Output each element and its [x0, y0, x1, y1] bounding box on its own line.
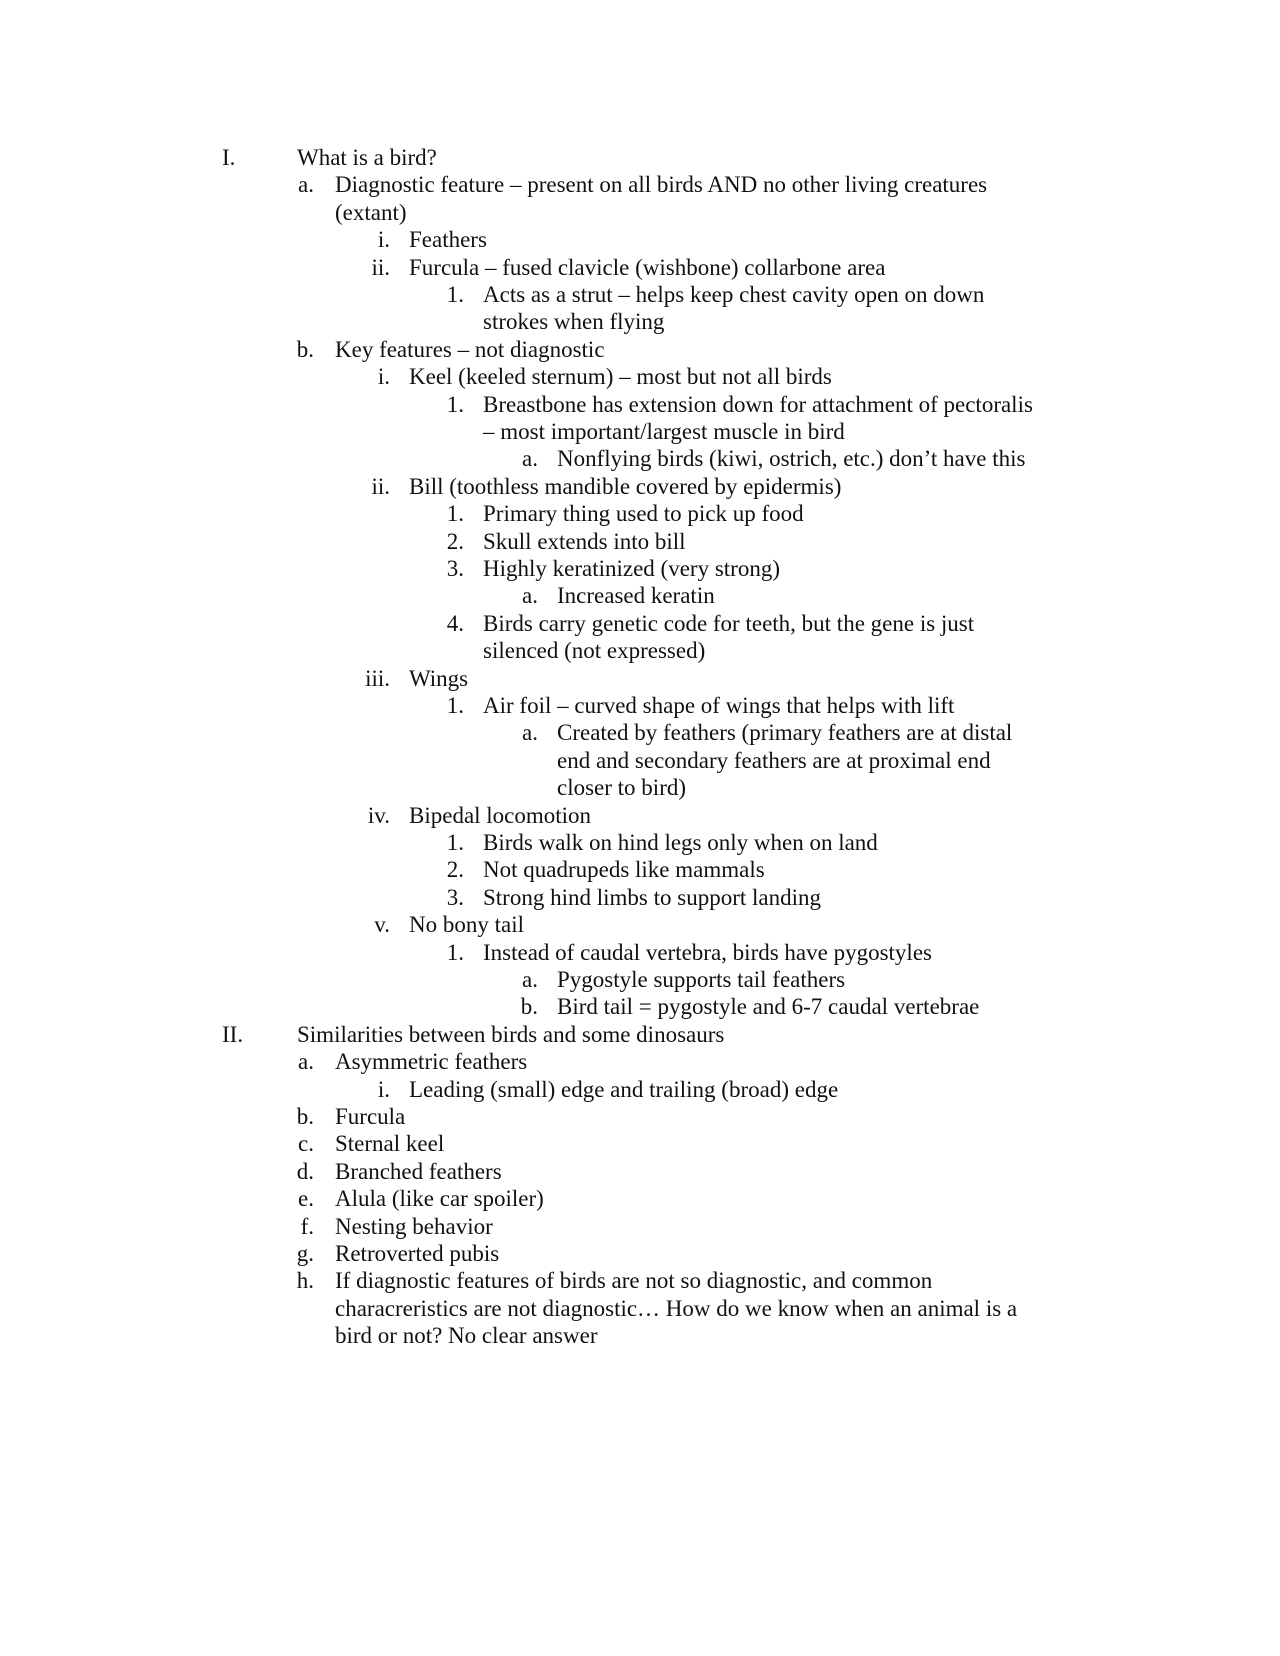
outline-text: Keel (keeled sternum) – most but not all birds — [409, 364, 832, 390]
outline-text: Retroverted pubis — [335, 1241, 500, 1266]
outline-text: end and secondary feathers are at proximal end — [557, 747, 991, 773]
outline-line — [0, 802, 1280, 830]
outline-marker: c. — [298, 1131, 314, 1157]
outline-text: (extant) — [335, 199, 407, 225]
outline-line — [0, 528, 1280, 556]
outline-line — [0, 637, 1280, 665]
outline-text: Birds carry genetic code for teeth, but the gene is just — [483, 610, 975, 636]
outline-marker: 2. — [446, 528, 464, 554]
outline-text: Pygostyle supports tail feathers — [557, 967, 846, 992]
outline-line — [0, 473, 1280, 501]
outline-marker: 1. — [446, 282, 464, 307]
outline-text: Birds walk on hind legs only when on land — [483, 830, 878, 855]
outline-text: closer to bird) — [557, 775, 687, 801]
outline-marker: 1. — [446, 391, 464, 417]
outline-text: Similarities between birds and some dinosaurs — [297, 1021, 725, 1047]
outline-marker: a. — [298, 1049, 314, 1075]
outline-line — [0, 555, 1280, 583]
outline-marker: iv. — [367, 802, 390, 828]
outline-line — [0, 884, 1280, 912]
outline-marker: a. — [522, 446, 538, 472]
outline-text: Furcula — [335, 1104, 406, 1129]
outline-text: Bird tail = pygostyle and 6-7 caudal vertebrae — [557, 994, 980, 1020]
outline-line — [0, 1322, 1280, 1350]
outline-line — [0, 171, 1280, 199]
outline-text: Diagnostic feature – present on all birds AND no other living creatures — [335, 172, 988, 198]
outline-line — [0, 1130, 1280, 1158]
outline-line — [0, 1240, 1280, 1268]
outline-text: Leading (small) edge and trailing (broad) edge — [409, 1076, 839, 1102]
outline-line — [0, 1021, 1280, 1049]
outline-marker: ii. — [371, 473, 390, 499]
outline-text: strokes when flying — [483, 309, 665, 335]
outline-marker: h. — [296, 1268, 314, 1294]
outline-text: Sternal keel — [335, 1131, 445, 1157]
outline-text: Asymmetric feathers — [335, 1049, 528, 1075]
outline-text: No bony tail — [409, 912, 524, 938]
outline-line — [0, 281, 1280, 309]
outline-marker: ii. — [371, 254, 390, 280]
outline-line — [0, 226, 1280, 254]
outline-line — [0, 719, 1280, 747]
outline-text: Highly keratinized (very strong) — [483, 556, 780, 581]
outline-marker: II. — [222, 1021, 244, 1047]
outline-text: Increased keratin — [557, 583, 715, 609]
outline-text: Nesting behavior — [335, 1213, 493, 1239]
outline-text: bird or not? No clear answer — [335, 1323, 598, 1349]
outline-line — [0, 254, 1280, 282]
outline-text: Branched feathers — [335, 1158, 502, 1184]
outline-line — [0, 939, 1280, 967]
outline-marker: 1. — [446, 939, 464, 965]
outline-line — [0, 336, 1280, 364]
outline-text: – most important/largest muscle in bird — [483, 419, 845, 444]
outline-marker: i. — [377, 227, 390, 253]
outline-line — [0, 1158, 1280, 1186]
outline-line — [0, 774, 1280, 802]
outline-marker: f. — [300, 1213, 314, 1239]
outline-text: Acts as a strut – helps keep chest cavity open on down — [483, 282, 985, 307]
outline-line — [0, 582, 1280, 610]
outline-marker: 4. — [446, 610, 464, 636]
outline-line — [0, 692, 1280, 720]
outline-line — [0, 829, 1280, 857]
outline-text: Bipedal locomotion — [409, 802, 592, 828]
outline-text: What is a bird? — [297, 145, 437, 170]
outline-text: Instead of caudal vertebra, birds have pygostyles — [483, 939, 932, 965]
outline-marker: 1. — [446, 830, 464, 855]
outline-marker: d. — [296, 1158, 314, 1184]
outline-marker: 2. — [446, 857, 464, 883]
outline-line — [0, 610, 1280, 638]
outline-marker: a. — [522, 583, 538, 609]
outline-marker: v. — [374, 912, 390, 938]
outline-text: Not quadrupeds like mammals — [483, 857, 765, 883]
outline-line — [0, 1076, 1280, 1104]
outline-line — [0, 1185, 1280, 1213]
outline-text: silenced (not expressed) — [483, 638, 706, 664]
outline-marker: e. — [298, 1186, 314, 1212]
outline-line — [0, 1103, 1280, 1131]
outline-line — [0, 308, 1280, 336]
outline-marker: 3. — [446, 884, 464, 910]
outline-text: Key features – not diagnostic — [335, 336, 605, 362]
outline-line — [0, 1213, 1280, 1241]
outline-text: Bill (toothless mandible covered by epidermis) — [409, 473, 842, 499]
outline-marker: I. — [222, 145, 236, 170]
outline-marker: b. — [296, 1104, 314, 1129]
outline-text: Furcula – fused clavicle (wishbone) collarbone area — [409, 254, 886, 280]
outline-marker: iii. — [365, 665, 390, 691]
outline-line — [0, 1267, 1280, 1295]
outline-text: Breastbone has extension down for attachment of pectoralis — [483, 391, 1033, 417]
outline-text: Skull extends into bill — [483, 528, 686, 554]
outline-marker: 3. — [446, 556, 464, 581]
outline-line — [0, 144, 1280, 172]
outline-marker: b. — [296, 336, 314, 362]
outline-line — [0, 993, 1280, 1021]
outline-marker: 1. — [446, 501, 464, 527]
outline-text: Air foil – curved shape of wings that helps with lift — [483, 693, 955, 718]
outline-line — [0, 966, 1280, 994]
outline-line — [0, 1295, 1280, 1323]
outline-line — [0, 1048, 1280, 1076]
outline-marker: a. — [298, 172, 314, 198]
outline-line — [0, 199, 1280, 227]
outline-line — [0, 391, 1280, 419]
outline-marker: i. — [377, 364, 390, 390]
outline-text: Primary thing used to pick up food — [483, 501, 804, 527]
outline-line — [0, 500, 1280, 528]
outline-text: characreristics are not diagnostic… How do we know when an animal is a — [335, 1295, 1018, 1321]
outline-text: Nonflying birds (kiwi, ostrich, etc.) don’t have this — [557, 446, 1026, 472]
outline-line — [0, 856, 1280, 884]
outline-text: Created by feathers (primary feathers are at distal — [557, 720, 1013, 746]
outline-marker: a. — [522, 720, 538, 746]
outline-line — [0, 363, 1280, 391]
outline-marker: b. — [520, 994, 538, 1020]
outline-marker: g. — [296, 1241, 314, 1266]
outline-line — [0, 911, 1280, 939]
outline-marker: 1. — [446, 693, 464, 718]
outline-marker: a. — [522, 967, 538, 992]
outline-marker: i. — [377, 1076, 390, 1102]
outline-line — [0, 665, 1280, 693]
outline-line — [0, 445, 1280, 473]
outline-text: Feathers — [409, 227, 487, 253]
outline-text: Alula (like car spoiler) — [335, 1186, 544, 1212]
outline-line — [0, 747, 1280, 775]
outline-text: Wings — [409, 665, 469, 691]
outline-text: Strong hind limbs to support landing — [483, 884, 821, 910]
outline-text: If diagnostic features of birds are not so diagnostic, and common — [335, 1268, 933, 1294]
outline-line — [0, 418, 1280, 446]
